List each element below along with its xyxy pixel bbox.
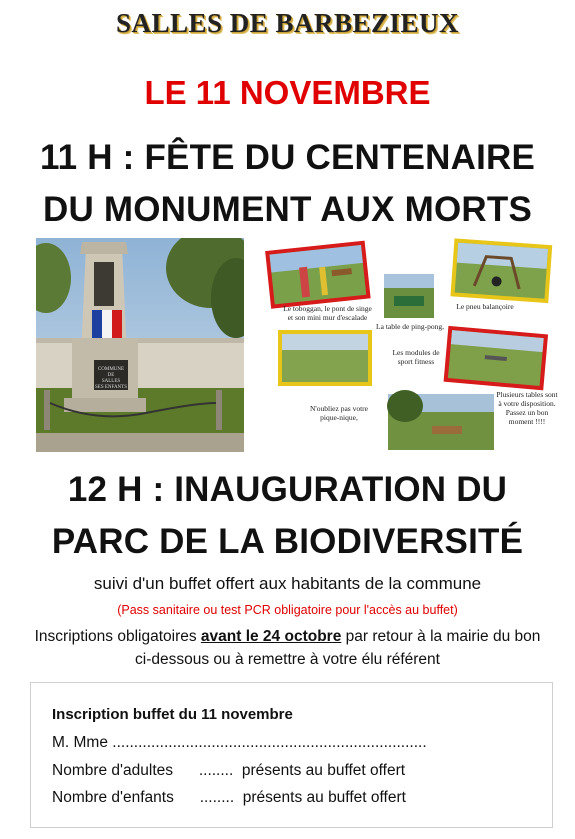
plaque-text-2: DE	[107, 373, 115, 378]
caption-ping-pong: La table de ping-pong,	[376, 322, 444, 331]
park-collage	[260, 236, 560, 456]
registration-text-line2: ci-dessous ou à remettre à votre élu référent	[135, 651, 440, 668]
page-title: SALLES DE BARBEZIEUX	[115, 8, 460, 38]
caption-fitness: Les modules de sport fitness	[392, 348, 440, 366]
name-field[interactable]: M. Mme .........................................................................	[52, 734, 427, 751]
registration-before: Inscriptions obligatoires	[34, 628, 201, 645]
caption-picnic: N'oubliez pas votre pique-nique,	[309, 404, 368, 422]
event-date: LE 11 NOVEMBRE	[144, 74, 431, 111]
registration-after: par retour à la mairie du bon	[341, 628, 541, 645]
plaque-text-4: SES ENFANTS	[95, 385, 127, 390]
event2-heading-line1: 12 H : INAUGURATION DU	[67, 470, 508, 509]
pass-note: (Pass sanitaire ou test PCR obligatoire pour l'accès au buffet)	[117, 603, 458, 617]
buffet-text: suivi d'un buffet offert aux habitants de la commune	[93, 574, 482, 593]
children-field[interactable]: Nombre d'enfants ........ présents au buffet offert	[52, 789, 406, 806]
event1-heading-line2: DU MONUMENT AUX MORTS	[43, 190, 532, 229]
caption-tables: Plusieurs tables sont à votre disposition. Passez un bon moment !!!!	[496, 390, 558, 426]
event1-heading-line1: 11 H : FÊTE DU CENTENAIRE	[39, 138, 536, 177]
caption-tire-swing: Le pneu balançoire	[456, 302, 514, 311]
registration-text-line1	[0, 628, 575, 646]
monument-photo	[36, 238, 244, 452]
caption-playground: Le toboggan, le pont de singe et son mini mur d'escalade	[283, 304, 372, 322]
registration-form	[30, 682, 553, 828]
plaque-text-3: SALLES	[101, 379, 121, 384]
adults-field[interactable]: Nombre d'adultes ........ présents au buffet offert	[52, 762, 406, 779]
form-title: Inscription buffet du 11 novembre	[52, 706, 293, 723]
plaque-text-1: COMMUNE	[97, 367, 125, 372]
registration-deadline: avant le 24 octobre	[200, 628, 342, 645]
event2-heading-line2: PARC DE LA BIODIVERSITÉ	[51, 522, 524, 561]
